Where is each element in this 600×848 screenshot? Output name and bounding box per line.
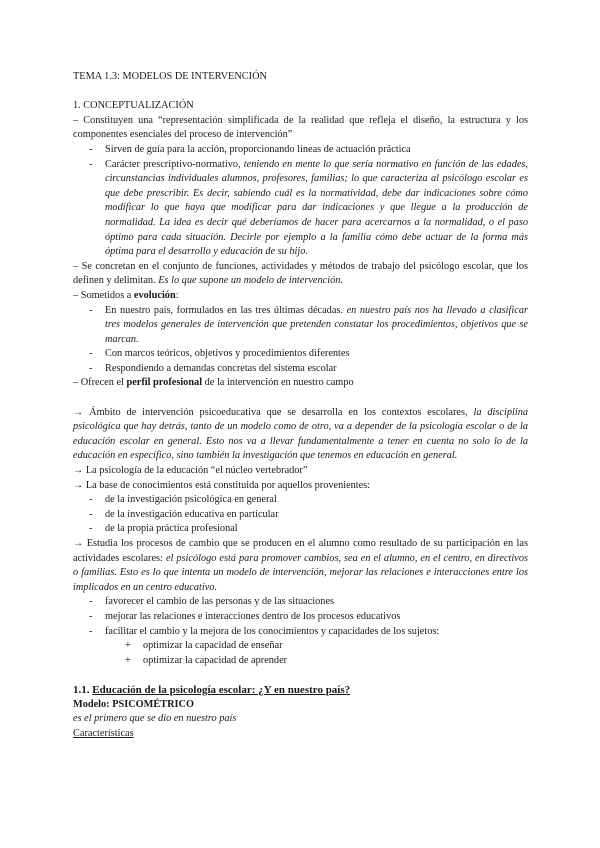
list-item: - de la investigación psicológica en general (73, 493, 528, 508)
bullet-dash: - (89, 143, 93, 155)
list-item: - Carácter prescriptivo-normativo, teniendo en mente lo que sería normativo en función de las edades, circunstancias individuales alumnos, profesores, familias; lo que caracteriza al psicólogo escolar es que debe prescribir. Es decir, sabiendo cuál es la normatividad, debe dar indicaciones sobre cómo modificar lo que haya que modificar para dar indicaciones y que llegue a la producción de normalidad. La idea es decir qué deberíamos de hacer para acercarnos a la normalidad, o el paso óptimo para cada situación. Decirle por ejemplo a la familia cómo debe actuar de la forma más óptima para el desarrollo y educación de su hijo. (89, 158, 528, 258)
paragraph-cambio: → Estudia los procesos de cambio que se producen en el alumno como resultado de su participación en las actividades escolares: el psicólogo está para promover cambios, sea en el alumno, en el centro, en directivos o familias. Esto es lo que intenta un modelo de intervención, mejorar las relaciones e interacciones entre los implicados en un centro educativo. (73, 538, 529, 593)
list-item: - Sirven de guía para la acción, proporcionando líneas de actuación práctica (73, 143, 528, 158)
bullet-dash: - (89, 610, 93, 622)
paragraph-nucleo: → La psicología de la educación “el núcleo vertebrador” (73, 465, 308, 477)
list-item: - Respondiendo a demandas concretas del sistema escolar (73, 362, 528, 377)
bullet-plus: + (125, 640, 131, 652)
bullet-dash: - (89, 494, 93, 506)
paragraph-evolution: – Sometidos a evolución: (73, 289, 179, 301)
list-item: - Con marcos teóricos, objetivos y procedimientos diferentes (73, 347, 528, 362)
paragraph-profile: – Ofrecen el perfil profesional de la intervención en nuestro campo (73, 377, 354, 389)
bullet-dash: - (89, 362, 93, 374)
list-item: - de la investigación educativa en particular (73, 508, 528, 523)
bullet-dash: - (89, 596, 93, 608)
section-heading-conceptualizacion: 1. CONCEPTUALIZACIÓN (73, 100, 194, 112)
bullet-dash: - (89, 625, 93, 637)
list-item: - mejorar las relaciones e interacciones dentro de los procesos educativos (73, 610, 528, 625)
modelo-note: es el primero que se dio en nuestro país (73, 713, 237, 725)
paragraph-functions: – Se concretan en el conjunto de funciones, actividades y métodos de trabajo del psicólogo escolar, que los definen y delimitan. Es lo que supone un modelo de intervención. (73, 260, 528, 287)
modelo-label: Modelo: PSICOMÉTRICO (73, 698, 194, 710)
subsection-heading: 1.1. Educación de la psicología escolar: ¿Y en nuestro país? (73, 683, 351, 696)
sub-list-item: + optimizar la capacidad de enseñar (73, 639, 528, 654)
list-item: - En nuestro país, formulados en las tres últimas décadas. en nuestro país nos ha llevado a clasificar tres modelos generales de intervención que pretenden constatar los procedimientos, objetivos que se marcan. (89, 304, 528, 345)
list-item: - favorecer el cambio de las personas y de las situaciones (73, 595, 528, 610)
paragraph-ambito: → Ámbito de intervención psicoeducativa que se desarrolla en los contextos escolares, la disciplina psicológica que hay detrás, tanto de un modelo como de otro, va a depender de la psicología escolar o de la educación escolar en general. Esto nos va a llevar fundamentalmente a tener en cuenta no solo lo de la educación en específico, sino también la investigación que tenemos en educación en general. (73, 406, 529, 462)
bullet-dash: - (89, 523, 93, 535)
bullet-dash: - (89, 158, 93, 170)
paragraph-definition: – Constituyen una “representación simplificada de la realidad que refleja el diseño, la estructura y los componentes esenciales del proceso de intervención” (73, 114, 528, 141)
bullet-dash: - (89, 348, 93, 360)
sub-list-item: + optimizar la capacidad de aprender (73, 654, 528, 669)
caracteristicas-heading: Características (73, 727, 134, 739)
bullet-dash: - (89, 508, 93, 520)
document-page (73, 70, 528, 741)
list-item: - facilitar el cambio y la mejora de los conocimientos y capacidades de los sujetos: (73, 625, 528, 640)
list-item: - de la propia práctica profesional (73, 522, 528, 537)
document-title: TEMA 1.3: MODELOS DE INTERVENCIÓN (73, 71, 267, 82)
bullet-plus: + (125, 654, 131, 666)
bullet-dash: - (89, 304, 93, 316)
paragraph-base: → La base de conocimientos está constituida por aquellos provenientes: (73, 479, 371, 491)
